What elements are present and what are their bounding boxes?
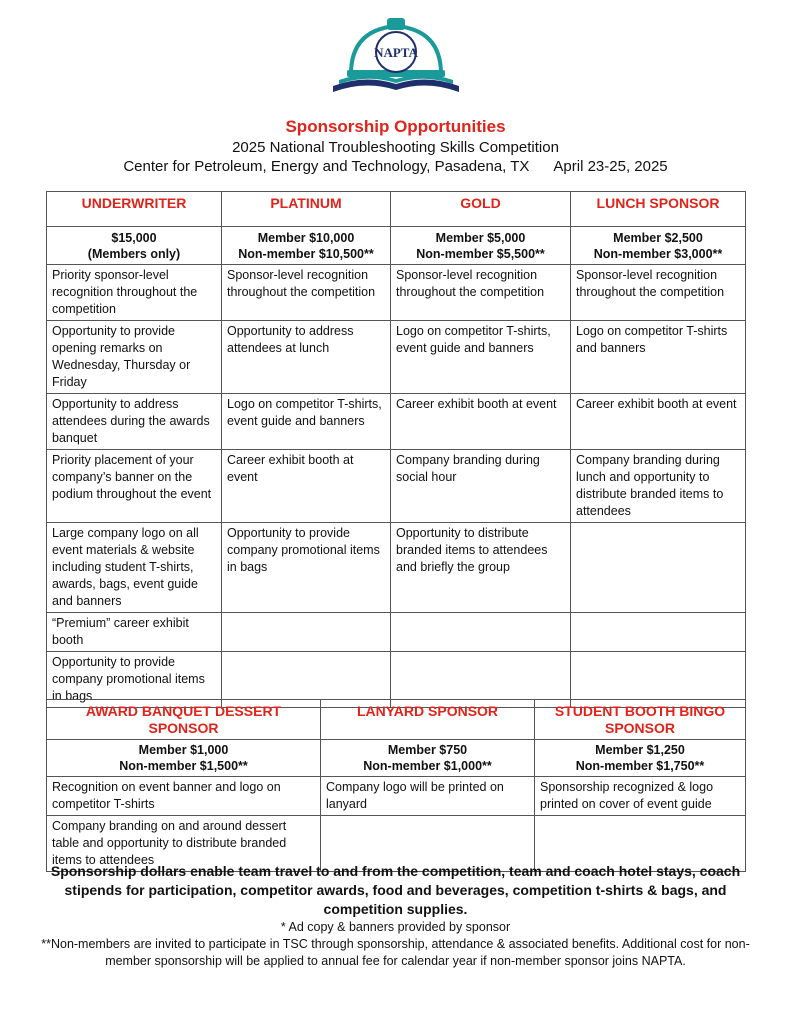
- tier-platinum: PLATINUM: [222, 192, 391, 227]
- benefit-cell: Sponsor-level recognition throughout the competition: [222, 265, 391, 321]
- benefit-cell: Priority sponsor-level recognition throughout the competition: [47, 265, 222, 321]
- page-footer: [36, 862, 755, 970]
- sponsorship-statement: Sponsorship dollars enable team travel to and from the competition, team and coach hotel stays, coach stipends for participation, competitor awards, food and beverages, competition t-shirts & bags, and competition supplies.: [50, 863, 741, 917]
- logo-text: NAPTA: [374, 45, 418, 60]
- benefit-cell: Logo on competitor T-shirts, event guide and banners: [391, 321, 571, 394]
- napta-logo-graphic: [325, 8, 467, 100]
- ad-copy-note: * Ad copy & banners provided by sponsor: [280, 920, 511, 934]
- tier-award-banquet-dessert: AWARD BANQUET DESSERT SPONSOR: [47, 700, 321, 740]
- benefit-cell: Opportunity to address attendees at lunch: [222, 321, 391, 394]
- price-lunch-sponsor: Member $2,500 Non-member $3,000**: [571, 227, 746, 265]
- benefit-cell: Company logo will be printed on lanyard: [321, 777, 535, 816]
- benefit-cell: Company branding during lunch and opportunity to distribute branded items to attendees: [571, 450, 746, 523]
- venue-line: [0, 157, 791, 176]
- event-dates: April 23-25, 2025: [553, 158, 668, 175]
- benefit-cell: Sponsor-level recognition throughout the competition: [391, 265, 571, 321]
- benefit-cell: [222, 613, 391, 652]
- benefit-cell: [571, 523, 746, 613]
- competition-name: 2025 National Troubleshooting Skills Competition: [232, 139, 559, 156]
- benefit-cell: Company branding during social hour: [391, 450, 571, 523]
- benefit-cell: Logo on competitor T-shirts, event guide and banners: [222, 394, 391, 450]
- benefit-cell: Sponsorship recognized & logo printed on cover of event guide: [535, 777, 746, 816]
- napta-logo: [325, 8, 467, 100]
- benefit-cell: Priority placement of your company’s banner on the podium throughout the event: [47, 450, 222, 523]
- price-lanyard: Member $750 Non-member $1,000**: [321, 740, 535, 777]
- price-underwriter: $15,000 (Members only): [47, 227, 222, 265]
- benefit-cell: Large company logo on all event materials & website including student T-shirts, awards, bags, event guide and banners: [47, 523, 222, 613]
- benefit-cell: Opportunity to provide company promotional items in bags: [47, 652, 222, 708]
- page-header: [0, 116, 791, 176]
- benefit-cell: Career exhibit booth at event: [571, 394, 746, 450]
- benefit-cell: Logo on competitor T-shirts and banners: [571, 321, 746, 394]
- price-award-banquet-dessert: Member $1,000 Non-member $1,500**: [47, 740, 321, 777]
- sponsorship-table-secondary: [46, 699, 746, 872]
- page-title: Sponsorship Opportunities: [285, 117, 506, 136]
- benefit-cell: Company branding on and around dessert table and opportunity to distribute branded items to attendees: [47, 816, 321, 872]
- tier-underwriter: UNDERWRITER: [47, 192, 222, 227]
- sponsorship-table-primary: [46, 191, 746, 708]
- non-member-note: **Non-members are invited to participate in TSC through sponsorship, attendance & associated benefits. Additional cost for non-member sponsorship will be applied to annual fee for calendar year if non-member sponsor joins NAPTA.: [41, 937, 750, 968]
- benefit-cell: “Premium” career exhibit booth: [47, 613, 222, 652]
- price-student-booth-bingo: Member $1,250 Non-member $1,750**: [535, 740, 746, 777]
- benefit-cell: Opportunity to distribute branded items to attendees and briefly the group: [391, 523, 571, 613]
- tier-lanyard: LANYARD SPONSOR: [321, 700, 535, 740]
- tier-student-booth-bingo: STUDENT BOOTH BINGO SPONSOR: [535, 700, 746, 740]
- benefit-cell: Recognition on event banner and logo on competitor T-shirts: [47, 777, 321, 816]
- venue: Center for Petroleum, Energy and Technology, Pasadena, TX: [123, 158, 530, 175]
- benefit-cell: Sponsor-level recognition throughout the competition: [571, 265, 746, 321]
- benefit-cell: [571, 613, 746, 652]
- benefit-cell: Opportunity to address attendees during the awards banquet: [47, 394, 222, 450]
- benefit-cell: Opportunity to provide company promotional items in bags: [222, 523, 391, 613]
- benefit-cell: Opportunity to provide opening remarks on Wednesday, Thursday or Friday: [47, 321, 222, 394]
- benefit-cell: [391, 613, 571, 652]
- price-gold: Member $5,000 Non-member $5,500**: [391, 227, 571, 265]
- tier-gold: GOLD: [391, 192, 571, 227]
- price-platinum: Member $10,000 Non-member $10,500**: [222, 227, 391, 265]
- benefit-cell: Career exhibit booth at event: [222, 450, 391, 523]
- benefit-cell: Career exhibit booth at event: [391, 394, 571, 450]
- tier-lunch-sponsor: LUNCH SPONSOR: [571, 192, 746, 227]
